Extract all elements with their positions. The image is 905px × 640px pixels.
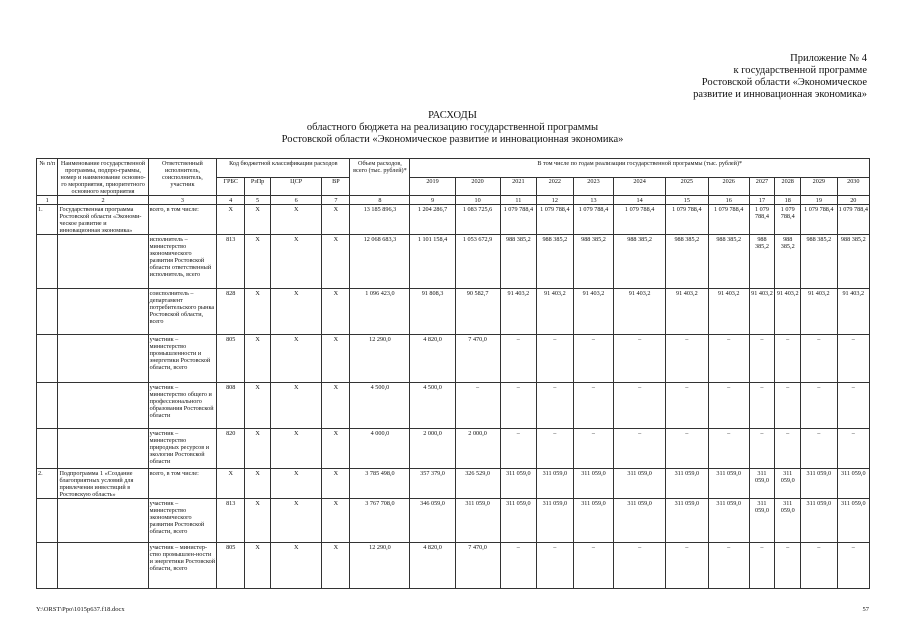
document-heading <box>0 110 905 146</box>
row-num <box>37 289 58 335</box>
header-year: 2027 <box>749 177 775 196</box>
header-row <box>37 159 870 178</box>
row-total: 12 290,0 <box>350 543 410 589</box>
row-year-value: 1 079 788,4 <box>837 205 869 235</box>
header-year: 2022 <box>537 177 573 196</box>
table-row <box>37 383 870 429</box>
row-name <box>58 543 148 589</box>
row-total: 12 068 683,3 <box>350 235 410 289</box>
row-year-value: 311 059,0 <box>708 469 749 499</box>
row-year-value: 1 083 725,6 <box>455 205 500 235</box>
row-year-value: 311 059,0 <box>500 499 536 543</box>
row-year-value: 1 101 158,4 <box>410 235 455 289</box>
row-year-value: 91 403,2 <box>749 289 775 335</box>
row-year-value: 988 385,2 <box>614 235 666 289</box>
row-year-value: – <box>665 429 708 469</box>
column-number: 1 <box>37 196 58 205</box>
row-rzpr: X <box>245 205 271 235</box>
row-grbs: 805 <box>217 543 245 589</box>
column-number: 14 <box>614 196 666 205</box>
row-year-value: – <box>775 543 801 589</box>
appendix-line: Ростовской области «Экономическое <box>701 77 867 88</box>
row-name <box>58 499 148 543</box>
row-year-value: – <box>749 429 775 469</box>
header-year: 2028 <box>775 177 801 196</box>
header-rzpr: РзПр <box>245 177 271 196</box>
row-num <box>37 499 58 543</box>
row-year-value: – <box>775 429 801 469</box>
row-year-value: 311 059,0 <box>708 499 749 543</box>
row-year-value: – <box>708 429 749 469</box>
row-grbs: 828 <box>217 289 245 335</box>
file-path: Y:\ORST\Ppo\1015p637.f18.docx <box>36 606 125 613</box>
column-number: 10 <box>455 196 500 205</box>
row-year-value: 4 500,0 <box>410 383 455 429</box>
row-vr: X <box>322 235 350 289</box>
column-number: 16 <box>708 196 749 205</box>
row-total: 4 500,0 <box>350 383 410 429</box>
row-year-value: – <box>749 383 775 429</box>
column-number: 11 <box>500 196 536 205</box>
header-name: Наименование государственной программы, подпро-граммы, номер и наименование основно-го мероприятия, приоритетного основного мероприятия <box>58 159 148 196</box>
row-total: 4 000,0 <box>350 429 410 469</box>
column-number: 13 <box>573 196 614 205</box>
header-year: 2021 <box>500 177 536 196</box>
row-year-value: 311 059,0 <box>537 499 573 543</box>
table-row <box>37 469 870 499</box>
document-title: РАСХОДЫ <box>428 110 477 121</box>
header-year: 2020 <box>455 177 500 196</box>
column-number: 20 <box>837 196 869 205</box>
row-csr: X <box>270 383 322 429</box>
row-year-value: – <box>573 429 614 469</box>
row-rzpr: X <box>245 335 271 383</box>
row-year-value: 91 403,2 <box>801 289 837 335</box>
row-year-value: 1 204 286,7 <box>410 205 455 235</box>
row-vr: X <box>322 205 350 235</box>
column-number: 12 <box>537 196 573 205</box>
row-year-value: – <box>537 429 573 469</box>
row-year-value: 311 059,0 <box>573 499 614 543</box>
row-year-value: 311 059,0 <box>614 469 666 499</box>
row-year-value: – <box>455 383 500 429</box>
row-year-value: – <box>801 429 837 469</box>
row-executor: участник – министерство общего и профессионального образования Ростовской области <box>148 383 217 429</box>
row-year-value: – <box>801 335 837 383</box>
row-year-value: 988 385,2 <box>665 235 708 289</box>
row-year-value: 988 385,2 <box>708 235 749 289</box>
column-number: 5 <box>245 196 271 205</box>
row-num <box>37 335 58 383</box>
table-row <box>37 499 870 543</box>
row-year-value: – <box>665 383 708 429</box>
row-total: 13 185 896,3 <box>350 205 410 235</box>
row-vr: X <box>322 499 350 543</box>
row-year-value: 311 059,0 <box>837 469 869 499</box>
row-year-value: – <box>614 335 666 383</box>
row-year-value: 91 403,2 <box>837 289 869 335</box>
row-num <box>37 429 58 469</box>
column-number: 8 <box>350 196 410 205</box>
row-vr: X <box>322 543 350 589</box>
row-name <box>58 235 148 289</box>
row-year-value: – <box>665 543 708 589</box>
header-code-group: Код бюджетной классификации расходов <box>217 159 350 178</box>
row-year-value: 988 385,2 <box>749 235 775 289</box>
row-executor: участник – министер-ство промышлен-ности и энергетики Ростовской области, всего <box>148 543 217 589</box>
row-year-value: 311 059,0 <box>614 499 666 543</box>
row-executor: соисполнитель – департамент потребительского рынка Ростовской области, всего <box>148 289 217 335</box>
row-year-value: 1 053 672,9 <box>455 235 500 289</box>
row-vr: X <box>322 289 350 335</box>
header-year: 2019 <box>410 177 455 196</box>
row-vr: X <box>322 335 350 383</box>
column-number: 17 <box>749 196 775 205</box>
row-grbs: 813 <box>217 499 245 543</box>
header-year: 2030 <box>837 177 869 196</box>
row-year-value: 311 059,0 <box>537 469 573 499</box>
row-num: 1. <box>37 205 58 235</box>
row-year-value: 311 059,0 <box>801 469 837 499</box>
column-number: 7 <box>322 196 350 205</box>
row-grbs: X <box>217 469 245 499</box>
row-year-value: 7 470,0 <box>455 543 500 589</box>
row-csr: X <box>270 543 322 589</box>
header-year: 2023 <box>573 177 614 196</box>
row-csr: X <box>270 205 322 235</box>
row-year-value: 311 059,0 <box>665 499 708 543</box>
row-year-value: 91 403,2 <box>708 289 749 335</box>
row-year-value: 7 470,0 <box>455 335 500 383</box>
row-rzpr: X <box>245 469 271 499</box>
row-grbs: X <box>217 205 245 235</box>
row-name: Государственная программа Ростовской области «Экономи-ческое развитие и инновационная экономика» <box>58 205 148 235</box>
row-year-value: 311 059,0 <box>749 469 775 499</box>
table-row <box>37 335 870 383</box>
row-year-value: – <box>837 335 869 383</box>
row-total: 12 290,0 <box>350 335 410 383</box>
row-grbs: 813 <box>217 235 245 289</box>
row-total: 3 785 498,0 <box>350 469 410 499</box>
row-year-value: 1 079 788,4 <box>749 205 775 235</box>
row-year-value: 357 379,0 <box>410 469 455 499</box>
row-year-value: – <box>537 543 573 589</box>
row-year-value: 326 529,0 <box>455 469 500 499</box>
row-year-value: 311 059,0 <box>500 469 536 499</box>
header-total: Объем расходов, всего (тыс. рублей)* <box>350 159 410 196</box>
row-year-value: – <box>500 429 536 469</box>
row-executor: участник – министерство промышленности и энергетики Ростовской области, всего <box>148 335 217 383</box>
row-rzpr: X <box>245 429 271 469</box>
row-year-value: 311 059,0 <box>665 469 708 499</box>
row-total: 3 767 708,0 <box>350 499 410 543</box>
page-number: 57 <box>862 606 869 613</box>
row-year-value: 2 000,0 <box>455 429 500 469</box>
row-year-value: 988 385,2 <box>775 235 801 289</box>
row-year-value: 311 059,0 <box>837 499 869 543</box>
table-row <box>37 205 870 235</box>
row-year-value: 311 059,0 <box>775 499 801 543</box>
row-year-value: – <box>573 383 614 429</box>
row-year-value: – <box>775 383 801 429</box>
row-year-value: 311 059,0 <box>775 469 801 499</box>
row-year-value: 988 385,2 <box>500 235 536 289</box>
budget-table <box>36 158 870 589</box>
row-vr: X <box>322 429 350 469</box>
column-number: 9 <box>410 196 455 205</box>
row-num <box>37 383 58 429</box>
row-year-value: 1 079 788,4 <box>500 205 536 235</box>
header-csr: ЦСР <box>270 177 322 196</box>
row-year-value: – <box>837 543 869 589</box>
row-rzpr: X <box>245 383 271 429</box>
row-rzpr: X <box>245 289 271 335</box>
row-year-value: 91 403,2 <box>775 289 801 335</box>
row-rzpr: X <box>245 499 271 543</box>
header-vr: ВР <box>322 177 350 196</box>
row-year-value: 91 403,2 <box>665 289 708 335</box>
header-year: 2026 <box>708 177 749 196</box>
row-year-value: 1 079 788,4 <box>614 205 666 235</box>
row-year-value: – <box>837 383 869 429</box>
row-year-value: 311 059,0 <box>455 499 500 543</box>
row-year-value: 311 059,0 <box>801 499 837 543</box>
row-year-value: – <box>573 335 614 383</box>
row-executor: всего, в том числе: <box>148 205 217 235</box>
row-year-value: – <box>708 383 749 429</box>
column-number: 4 <box>217 196 245 205</box>
row-num <box>37 543 58 589</box>
row-vr: X <box>322 383 350 429</box>
column-number: 18 <box>775 196 801 205</box>
row-total: 1 096 423,0 <box>350 289 410 335</box>
row-year-value: 91 403,2 <box>537 289 573 335</box>
row-year-value: 4 820,0 <box>410 335 455 383</box>
row-vr: X <box>322 469 350 499</box>
row-year-value: 1 079 788,4 <box>775 205 801 235</box>
row-year-value: 1 079 788,4 <box>665 205 708 235</box>
row-year-value: – <box>837 429 869 469</box>
column-number-row <box>37 196 870 205</box>
heading-line: Ростовской области «Экономическое развитие и инновационная экономика» <box>281 134 624 145</box>
row-year-value: – <box>500 543 536 589</box>
row-year-value: – <box>614 383 666 429</box>
column-number: 3 <box>148 196 217 205</box>
row-year-value: 988 385,2 <box>573 235 614 289</box>
table-row <box>37 289 870 335</box>
row-year-value: 2 000,0 <box>410 429 455 469</box>
row-year-value: 90 582,7 <box>455 289 500 335</box>
appendix-note <box>693 53 867 101</box>
row-csr: X <box>270 235 322 289</box>
header-executor: Ответственный исполнитель, соисполнитель, участник <box>148 159 217 196</box>
row-year-value: 1 079 788,4 <box>537 205 573 235</box>
row-grbs: 808 <box>217 383 245 429</box>
row-grbs: 820 <box>217 429 245 469</box>
appendix-line: развитие и инновационная экономика» <box>693 89 867 100</box>
row-year-value: 1 079 788,4 <box>708 205 749 235</box>
row-year-value: 988 385,2 <box>837 235 869 289</box>
header-year: 2029 <box>801 177 837 196</box>
header-years-group: В том числе по годам реализации государственной программы (тыс. рублей)* <box>410 159 870 178</box>
row-name <box>58 429 148 469</box>
row-num <box>37 235 58 289</box>
row-executor: участник – министерство природных ресурсов и экологии Ростовской области <box>148 429 217 469</box>
row-executor: участник – министерство экономического развития Ростовской области, всего <box>148 499 217 543</box>
table-row <box>37 235 870 289</box>
row-year-value: – <box>801 543 837 589</box>
row-name <box>58 289 148 335</box>
header-grbs: ГРБС <box>217 177 245 196</box>
row-year-value: 91 403,2 <box>500 289 536 335</box>
row-year-value: – <box>749 335 775 383</box>
row-year-value: 91 808,3 <box>410 289 455 335</box>
row-year-value: 988 385,2 <box>801 235 837 289</box>
row-year-value: 311 059,0 <box>749 499 775 543</box>
row-grbs: 805 <box>217 335 245 383</box>
row-year-value: 91 403,2 <box>573 289 614 335</box>
row-year-value: – <box>500 383 536 429</box>
appendix-line: к государственной программе <box>733 65 867 76</box>
row-year-value: 4 820,0 <box>410 543 455 589</box>
row-csr: X <box>270 289 322 335</box>
row-csr: X <box>270 429 322 469</box>
row-name <box>58 383 148 429</box>
row-year-value: 1 079 788,4 <box>573 205 614 235</box>
header-year: 2024 <box>614 177 666 196</box>
row-name <box>58 335 148 383</box>
row-year-value: – <box>614 429 666 469</box>
header-num: № п/п <box>37 159 58 196</box>
row-name: Подпрограмма 1 «Создание благоприятных условий для привлечения инвестиций в Ростовскую область» <box>58 469 148 499</box>
row-csr: X <box>270 335 322 383</box>
row-year-value: – <box>801 383 837 429</box>
row-year-value: 346 059,0 <box>410 499 455 543</box>
row-executor: исполнитель – министерство экономического развития Ростовской области ответственный исполнитель, всего <box>148 235 217 289</box>
column-number: 19 <box>801 196 837 205</box>
row-year-value: 1 079 788,4 <box>801 205 837 235</box>
row-year-value: 91 403,2 <box>614 289 666 335</box>
heading-line: областного бюджета на реализацию государственной программы <box>306 122 599 133</box>
header-year: 2025 <box>665 177 708 196</box>
row-executor: всего, в том числе: <box>148 469 217 499</box>
row-year-value: – <box>775 335 801 383</box>
column-number: 2 <box>58 196 148 205</box>
row-year-value: – <box>749 543 775 589</box>
column-number: 15 <box>665 196 708 205</box>
row-num: 2. <box>37 469 58 499</box>
row-csr: X <box>270 499 322 543</box>
row-year-value: 311 059,0 <box>573 469 614 499</box>
row-rzpr: X <box>245 543 271 589</box>
table-row <box>37 429 870 469</box>
row-year-value: – <box>708 543 749 589</box>
row-year-value: – <box>614 543 666 589</box>
appendix-line: Приложение № 4 <box>790 53 867 64</box>
row-year-value: – <box>708 335 749 383</box>
row-csr: X <box>270 469 322 499</box>
row-year-value: – <box>500 335 536 383</box>
row-year-value: – <box>537 383 573 429</box>
row-rzpr: X <box>245 235 271 289</box>
table-row <box>37 543 870 589</box>
column-number: 6 <box>270 196 322 205</box>
row-year-value: – <box>665 335 708 383</box>
row-year-value: 988 385,2 <box>537 235 573 289</box>
row-year-value: – <box>537 335 573 383</box>
row-year-value: – <box>573 543 614 589</box>
